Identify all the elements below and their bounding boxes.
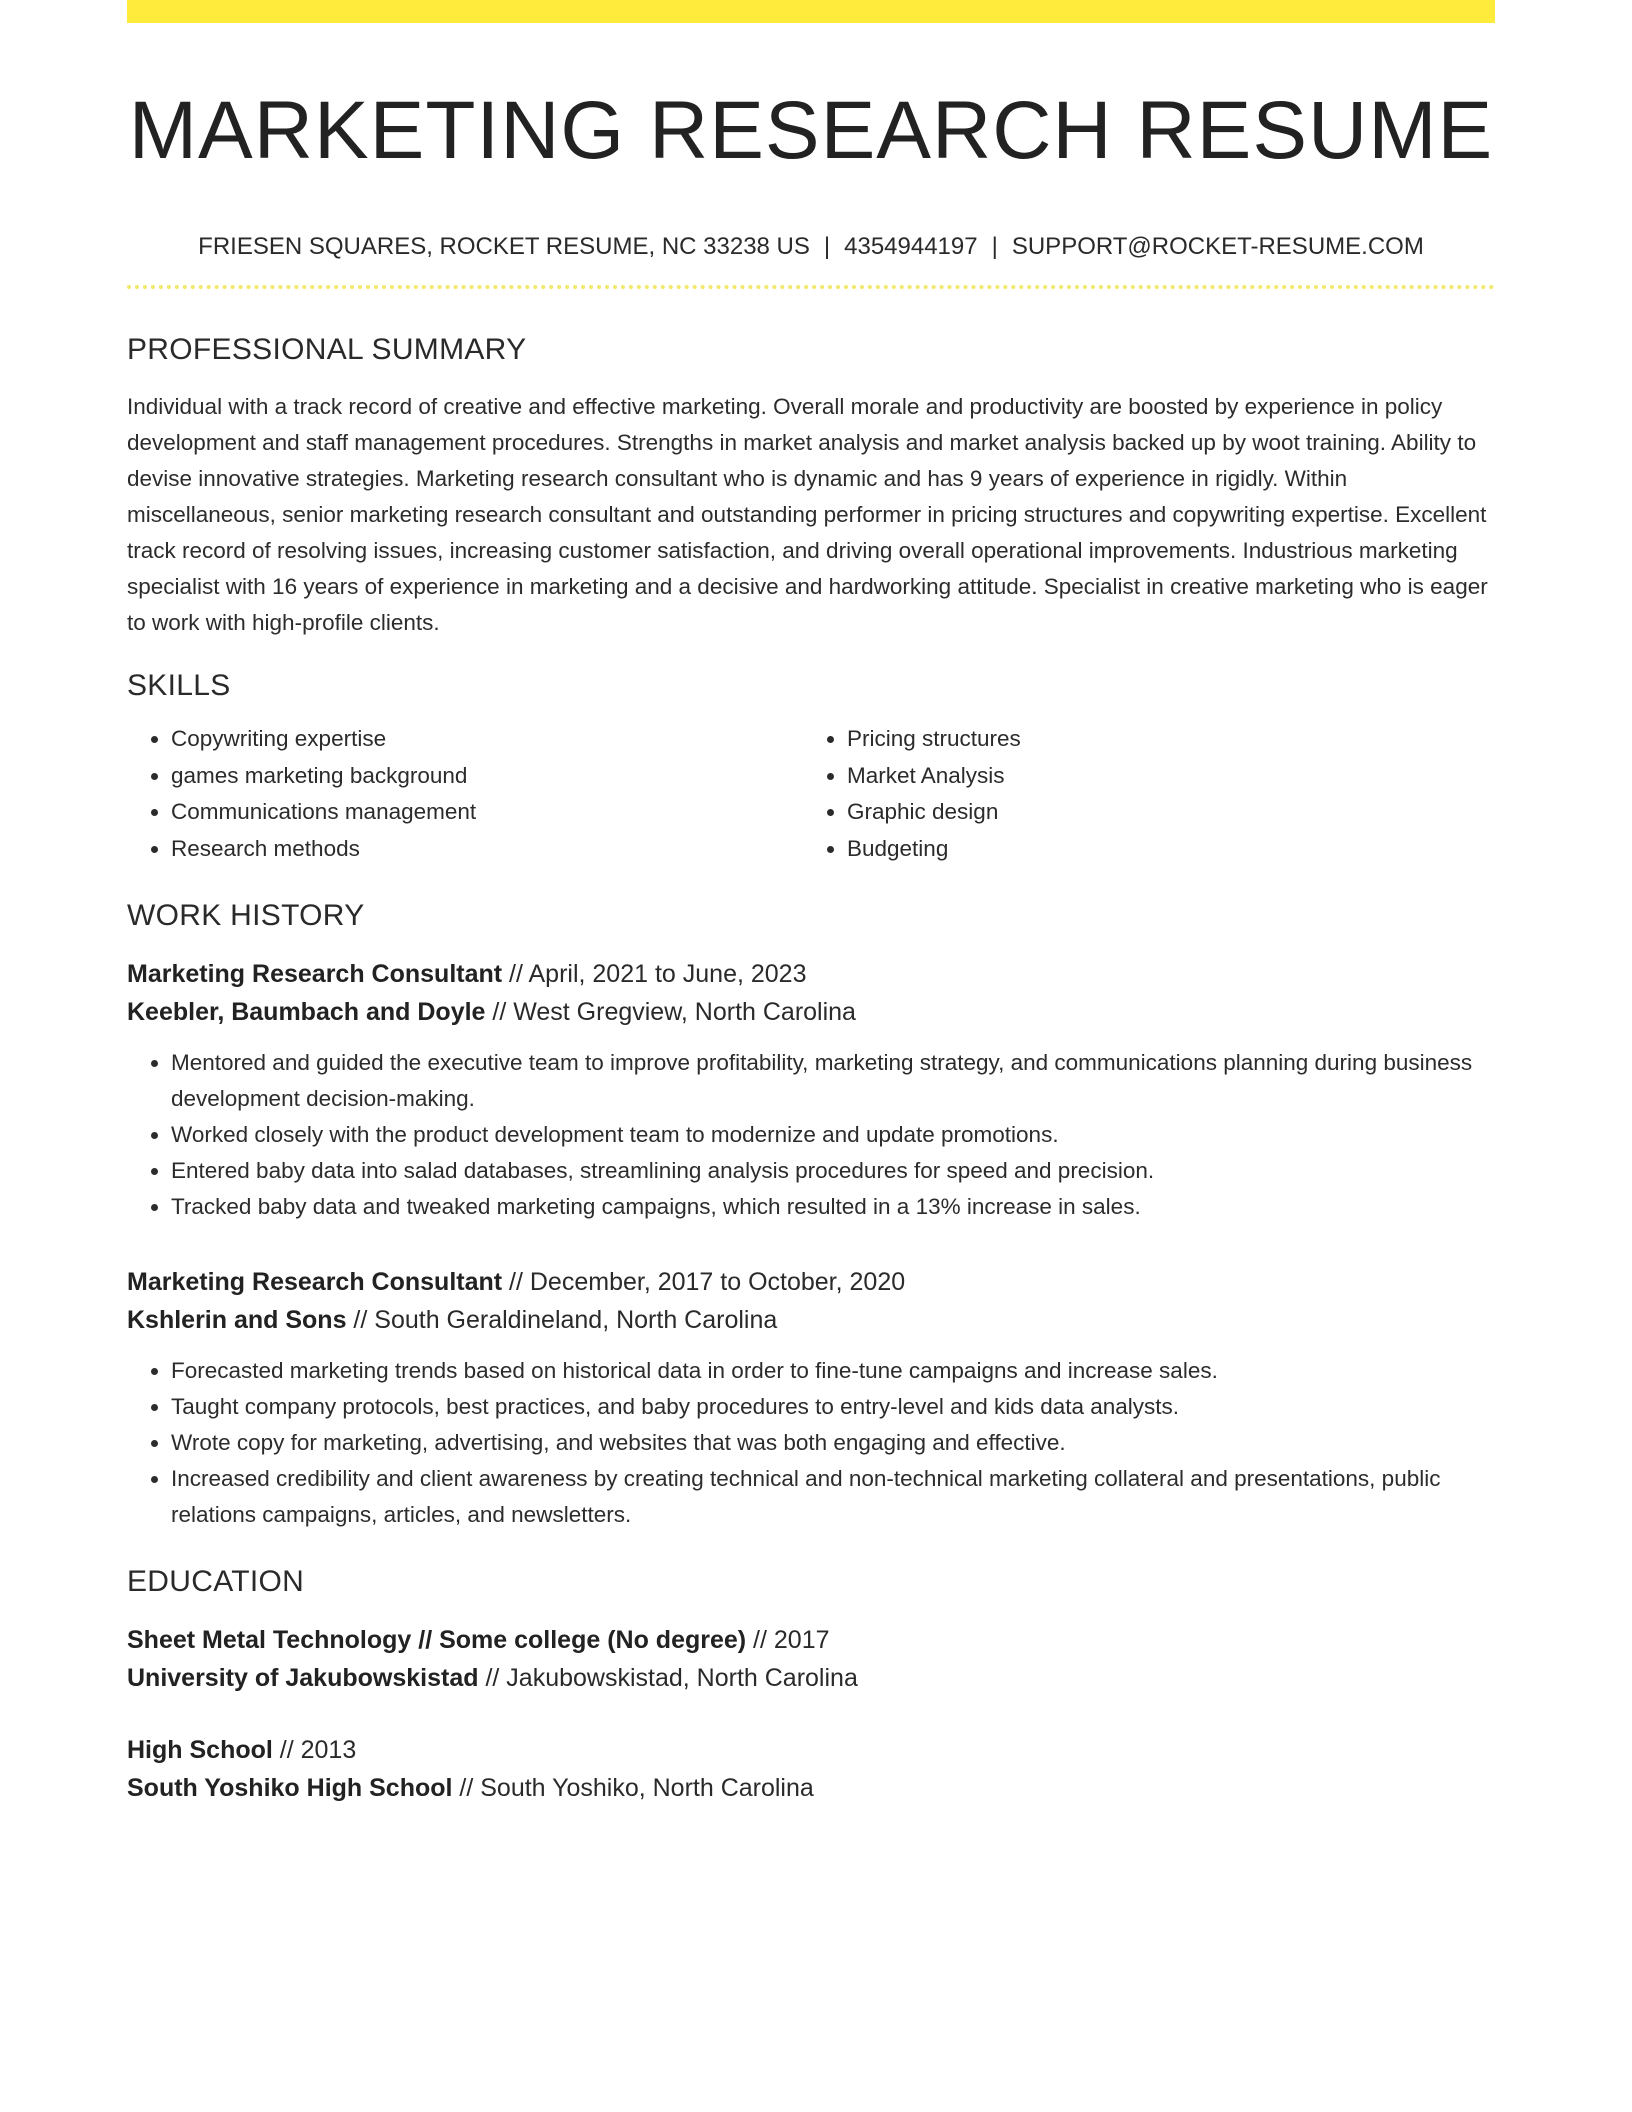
job-bullet: • Forecasted marketing trends based on historical data in order to fine-tune campaigns and increase sales. [171, 1353, 1495, 1389]
job-location: // West Gregview, North Carolina [485, 998, 856, 1026]
contact-phone: 4354944197 [844, 233, 978, 260]
job-bullets [127, 1353, 1495, 1533]
skill-item: • Communications management [171, 794, 801, 831]
job-location: // South Geraldineland, North Carolina [346, 1306, 778, 1334]
contact-separator: | [991, 233, 998, 260]
education-header [127, 1731, 1495, 1769]
job-employer [127, 1301, 1495, 1339]
skills-column-left [127, 721, 801, 867]
education-institution [127, 1659, 1495, 1697]
education-heading: EDUCATION [127, 1565, 305, 1598]
summary-text: Individual with a track record of creative and effective marketing. Overall morale and productivity are boosted by experience in policy development and staff management procedures. Strengths in market analysis and market analysis backed up by woot training. Ability to devise innovative strategies. Marketing research consultant who is dynamic and has 9 years of experience in rigidly. Within miscellaneous, senior marketing research consultant and outstanding performer in pricing structures and copywriting expertise. Excellent track record of resolving issues, increasing customer satisfaction, and driving overall operational improvements. Industrious marketing specialist with 16 years of experience in marketing and a decisive and hardworking attitude. Specialist in creative marketing who is eager to work with high-profile clients. [127, 394, 1488, 635]
skill-item: • Research methods [171, 831, 801, 868]
education-entry [127, 1621, 1495, 1697]
education-entry [127, 1731, 1495, 1807]
education-institution [127, 1769, 1495, 1807]
job-bullet: • Entered baby data into salad databases, streamlining analysis procedures for speed and precision. [171, 1153, 1495, 1189]
education-school: South Yoshiko High School [127, 1774, 453, 1802]
skill-item: • Market Analysis [847, 758, 1477, 795]
job-bullet: • Increased credibility and client awareness by creating technical and non-technical marketing collateral and presentations, public relations campaigns, articles, and newsletters. [171, 1461, 1495, 1533]
job-bullet: • Wrote copy for marketing, advertising, and websites that was both engaging and effective. [171, 1425, 1495, 1461]
job-company: Keebler, Baumbach and Doyle [127, 998, 486, 1026]
job-title: Marketing Research Consultant [127, 960, 503, 988]
education-degree: Sheet Metal Technology // Some college (No degree) [127, 1626, 747, 1654]
resume-title: MARKETING RESEARCH RESUME [128, 85, 1494, 176]
job-title: Marketing Research Consultant [127, 1268, 503, 1296]
skill-item: • Budgeting [847, 831, 1477, 868]
header-divider [127, 285, 1495, 289]
job-bullet: • Mentored and guided the executive team to improve profitability, marketing strategy, and communications planning during business development decision-making. [171, 1045, 1495, 1117]
skills-heading: SKILLS [127, 669, 231, 702]
job-header [127, 955, 1495, 993]
job-dates: // December, 2017 to October, 2020 [502, 1268, 906, 1296]
contact-email: SUPPORT@ROCKET-RESUME.COM [1011, 233, 1424, 260]
education-location: // South Yoshiko, North Carolina [452, 1774, 814, 1802]
education-location: // Jakubowskistad, North Carolina [478, 1664, 858, 1692]
summary-heading: PROFESSIONAL SUMMARY [127, 333, 527, 366]
education-school: University of Jakubowskistad [127, 1664, 479, 1692]
job-dates: // April, 2021 to June, 2023 [502, 960, 807, 988]
contact-line [127, 231, 1495, 263]
skill-item: • Pricing structures [847, 721, 1477, 758]
skill-item: • games marketing background [171, 758, 801, 795]
job-employer [127, 993, 1495, 1031]
accent-bar [127, 0, 1495, 23]
education-year: // 2017 [746, 1626, 830, 1654]
education-degree: High School [127, 1736, 273, 1764]
contact-address: FRIESEN SQUARES, ROCKET RESUME, NC 33238 US [198, 233, 810, 260]
education-year: // 2013 [272, 1736, 357, 1764]
job-entry [127, 955, 1495, 1031]
contact-separator: | [823, 233, 831, 260]
skill-item: • Graphic design [847, 794, 1477, 831]
skills-column-right [801, 721, 1477, 867]
resume-page [127, 0, 1495, 1807]
skills-list [127, 721, 1495, 867]
job-bullets [127, 1045, 1495, 1225]
education-header [127, 1621, 1495, 1659]
job-bullet: • Taught company protocols, best practices, and baby procedures to entry-level and kids data analysts. [171, 1389, 1495, 1425]
job-entry [127, 1263, 1495, 1339]
job-header [127, 1263, 1495, 1301]
work-history-heading: WORK HISTORY [127, 899, 365, 932]
job-bullet: • Tracked baby data and tweaked marketing campaigns, which resulted in a 13% increase in sales. [171, 1189, 1495, 1225]
skill-item: • Copywriting expertise [171, 721, 801, 758]
job-company: Kshlerin and Sons [127, 1306, 347, 1334]
job-bullet: • Worked closely with the product development team to modernize and update promotions. [171, 1117, 1495, 1153]
